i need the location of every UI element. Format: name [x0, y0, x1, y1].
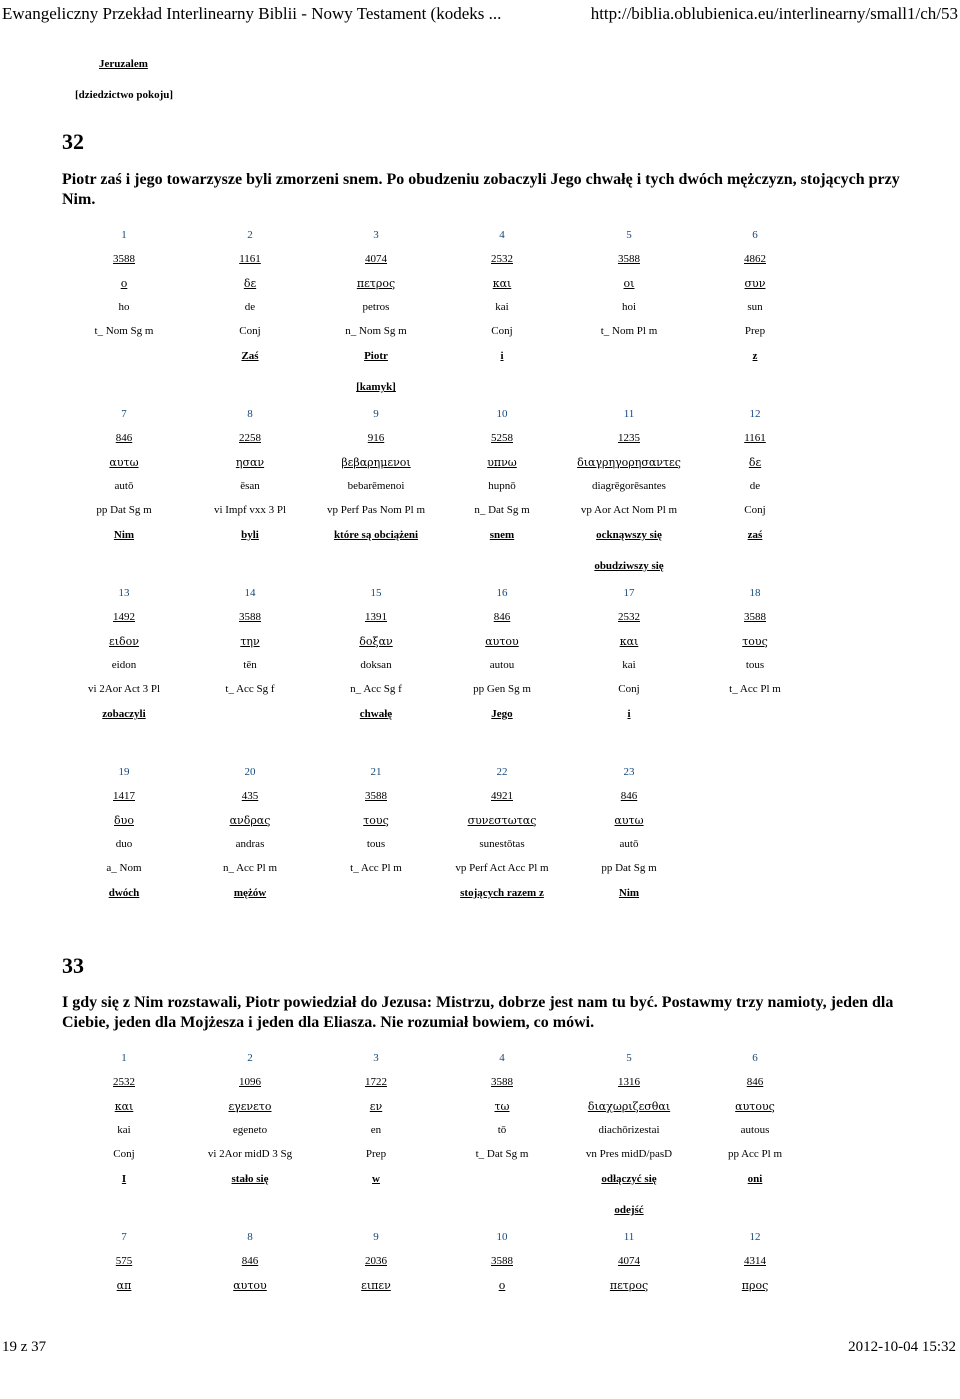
strong-number-link[interactable]: 916 — [367, 432, 385, 444]
translit-row — [0, 1303, 960, 1319]
morphology: Conj — [239, 325, 261, 337]
greek-word-link[interactable]: εν — [369, 1100, 383, 1113]
strong-number-link[interactable]: 2532 — [491, 253, 513, 265]
strong-row — [0, 253, 960, 269]
polish-word-link[interactable]: ocknąwszy się — [596, 529, 662, 541]
transliteration: sun — [747, 301, 763, 313]
word-number: 9 — [373, 1231, 379, 1243]
print-header-title: Ewangeliczny Przekład Interlinearny Biblii - Nowy Testament (kodeks ... — [2, 4, 502, 23]
n-row — [0, 766, 960, 782]
strong-number-link[interactable]: 4862 — [744, 253, 766, 265]
strong-row — [0, 1076, 960, 1092]
greek-word-link[interactable]: την — [240, 635, 260, 648]
morphology: t_ Acc Pl m — [729, 683, 781, 695]
strong-number-link[interactable]: 4314 — [744, 1255, 766, 1267]
word-number: 4 — [499, 229, 505, 241]
transliteration: andras — [235, 838, 265, 850]
transliteration: en — [370, 1124, 382, 1136]
greek-word-link[interactable]: δοξαν — [359, 635, 393, 648]
greek-word-link[interactable]: αυτου — [485, 635, 519, 648]
word-number: 12 — [749, 1231, 761, 1243]
morphology: t_ Acc Pl m — [350, 862, 402, 874]
polish-alt-link[interactable]: [kamyk] — [356, 381, 396, 393]
strong-number-link[interactable]: 3588 — [491, 1255, 513, 1267]
transliteration: tēn — [243, 659, 257, 671]
transliteration: kai — [495, 301, 509, 313]
strong-number-link[interactable]: 2532 — [113, 1076, 135, 1088]
word-number: 11 — [623, 1231, 635, 1243]
morphology: Conj — [618, 683, 640, 695]
transliteration: autō — [114, 480, 134, 492]
alt-row — [0, 739, 960, 755]
greek-word-link[interactable]: και — [114, 1100, 134, 1113]
morphology: vp Perf Pas Nom Pl m — [326, 504, 426, 516]
polish-word-link[interactable]: dwóch — [108, 887, 140, 899]
alt-row — [0, 381, 960, 397]
transliteration: autous — [740, 1124, 770, 1136]
word-number: 10 — [496, 1231, 508, 1243]
word-number: 19 — [118, 766, 130, 778]
transliteration: de — [244, 301, 256, 313]
polish-word-link[interactable]: Jego — [491, 708, 513, 720]
transliteration: tō — [497, 1124, 507, 1136]
strong-number-link[interactable]: 3588 — [618, 253, 640, 265]
pol-row — [0, 708, 960, 724]
greek-word-link[interactable]: δε — [243, 277, 257, 290]
n-row — [0, 1231, 960, 1247]
word-number: 11 — [623, 408, 635, 420]
morphology: n_ Nom Sg m — [345, 325, 407, 337]
strong-number-link[interactable]: 4921 — [491, 790, 513, 802]
polish-word-link[interactable]: oni — [747, 1173, 763, 1185]
greek-word-link[interactable]: ειδον — [109, 635, 139, 648]
morph-row — [0, 1148, 960, 1164]
polish-word-link[interactable]: stało się — [231, 1173, 269, 1185]
word-number: 1 — [121, 1052, 127, 1064]
strong-number-link[interactable]: 4074 — [618, 1255, 640, 1267]
greek-word-link[interactable]: αυτου — [233, 1279, 267, 1292]
transliteration: autō — [619, 838, 639, 850]
word-number: 22 — [496, 766, 508, 778]
word-number: 20 — [244, 766, 256, 778]
word-number: 13 — [118, 587, 130, 599]
verse-number: 32 — [62, 129, 84, 154]
polish-word-link[interactable]: odłączyć się — [601, 1173, 657, 1185]
word-number: 23 — [623, 766, 635, 778]
morphology: n_ Acc Sg f — [350, 683, 402, 695]
pol-row — [0, 350, 960, 366]
n-row — [0, 408, 960, 424]
greek-word-link[interactable]: διαγρηγορησαντες — [577, 456, 681, 469]
transliteration: bebarēmenoi — [347, 480, 405, 492]
alt-row — [0, 560, 960, 576]
polish-alt-link[interactable]: odejść — [614, 1204, 644, 1216]
transliteration: tous — [366, 838, 386, 850]
morphology: vp Aor Act Nom Pl m — [580, 504, 678, 516]
greek-word-link[interactable]: τους — [363, 814, 389, 827]
word-number: 17 — [623, 587, 635, 599]
greek-row — [0, 456, 960, 472]
morphology: Conj — [744, 504, 766, 516]
morphology: pp Acc Pl m — [727, 1148, 783, 1160]
morphology: t_ Acc Sg f — [225, 683, 275, 695]
translit-row — [0, 659, 960, 675]
greek-word-link[interactable]: τω — [494, 1100, 510, 1113]
word-number: 6 — [752, 229, 758, 241]
word-number: 7 — [121, 1231, 127, 1243]
polish-word-link[interactable]: mężów — [233, 887, 267, 899]
greek-word-link[interactable]: τους — [742, 635, 768, 648]
polish-word-link[interactable]: które są obciążeni — [333, 529, 419, 541]
n-row — [0, 229, 960, 245]
translit-row — [0, 480, 960, 496]
strong-number-link[interactable]: 1235 — [618, 432, 640, 444]
alt-row — [0, 1383, 960, 1399]
print-header-url: http://biblia.oblubienica.eu/interlinearny/small1/ch/53 — [590, 4, 958, 23]
word-number: 5 — [626, 229, 632, 241]
morphology: Conj — [113, 1148, 135, 1160]
preceding-word-link[interactable]: Jeruzalem — [99, 58, 148, 70]
greek-row — [0, 814, 960, 830]
polish-word-link[interactable]: Nim — [113, 529, 135, 541]
morphology: a_ Nom — [106, 862, 142, 874]
print-footer-page: 19 z 37 — [2, 1339, 47, 1355]
word-number: 8 — [247, 408, 253, 420]
greek-row — [0, 1100, 960, 1116]
morphology: vp Perf Act Acc Pl m — [455, 862, 549, 874]
strong-number-link[interactable]: 5258 — [491, 432, 513, 444]
morphology: pp Dat Sg m — [601, 862, 657, 874]
strong-number-link[interactable]: 3588 — [113, 253, 135, 265]
strong-number-link[interactable]: 1161 — [239, 253, 261, 265]
transliteration: de — [749, 480, 761, 492]
strong-number-link[interactable]: 846 — [493, 611, 511, 623]
strong-number-link[interactable]: 1722 — [365, 1076, 387, 1088]
polish-word-link[interactable]: zaś — [747, 529, 763, 541]
morphology: pp Dat Sg m — [96, 504, 152, 516]
transliteration: diachōrizestai — [598, 1124, 660, 1136]
word-number: 16 — [496, 587, 508, 599]
strong-row — [0, 432, 960, 448]
strong-number-link[interactable]: 4074 — [365, 253, 387, 265]
strong-number-link[interactable]: 3588 — [744, 611, 766, 623]
morphology: t_ Dat Sg m — [475, 1148, 529, 1160]
strong-number-link[interactable]: 3588 — [491, 1076, 513, 1088]
morphology: Conj — [491, 325, 513, 337]
greek-word-link[interactable]: βεβαρημενοι — [341, 456, 411, 469]
word-number: 3 — [373, 229, 379, 241]
greek-word-link[interactable]: δυο — [114, 814, 134, 827]
polish-word-link[interactable]: Zaś — [241, 350, 259, 362]
greek-word-link[interactable]: αυτω — [614, 814, 644, 827]
transliteration: kai — [622, 659, 636, 671]
verse-number: 33 — [62, 953, 84, 978]
greek-word-link[interactable]: οι — [623, 277, 635, 290]
verse-text: Piotr zaś i jego towarzysze byli zmorzeni snem. Po obudzeniu zobaczyli Jego chwałę i tych dwóch mężczyzn, stojących przy Nim. — [62, 171, 900, 208]
strong-number-link[interactable]: 846 — [746, 1076, 764, 1088]
morph-row — [0, 325, 960, 341]
word-number: 14 — [244, 587, 256, 599]
morphology: n_ Dat Sg m — [474, 504, 530, 516]
strong-number-link[interactable]: 1161 — [744, 432, 766, 444]
greek-word-link[interactable]: ειπεν — [361, 1279, 391, 1292]
greek-word-link[interactable]: πετρος — [609, 1279, 649, 1292]
greek-word-link[interactable]: και — [492, 277, 512, 290]
greek-row — [0, 277, 960, 293]
greek-word-link[interactable]: υπνω — [487, 456, 517, 469]
strong-number-link[interactable]: 1492 — [113, 611, 135, 623]
word-number: 7 — [121, 408, 127, 420]
transliteration: ho — [118, 301, 130, 313]
strong-number-link[interactable]: 2532 — [618, 611, 640, 623]
translit-row — [0, 1124, 960, 1140]
n-row — [0, 587, 960, 603]
morph-row — [0, 1327, 960, 1343]
morph-row — [0, 504, 960, 520]
transliteration: kai — [117, 1124, 131, 1136]
strong-number-link[interactable]: 435 — [241, 790, 259, 802]
greek-word-link[interactable]: προς — [741, 1279, 769, 1292]
strong-number-link[interactable]: 1316 — [618, 1076, 640, 1088]
translit-row — [0, 301, 960, 317]
strong-number-link[interactable]: 1096 — [239, 1076, 261, 1088]
translit-row — [0, 838, 960, 854]
polish-word-link[interactable]: snem — [489, 529, 515, 541]
greek-word-link[interactable]: αυτους — [735, 1100, 775, 1113]
greek-word-link[interactable]: εγενετο — [228, 1100, 272, 1113]
morphology: Prep — [365, 1148, 387, 1160]
transliteration: duo — [115, 838, 133, 850]
morphology: vi 2Aor Act 3 Pl — [87, 683, 161, 695]
morphology: vi 2Aor midD 3 Sg — [207, 1148, 293, 1160]
polish-alt-link[interactable]: obudziwszy się — [594, 560, 664, 572]
greek-word-link[interactable]: αυτω — [109, 456, 139, 469]
strong-number-link[interactable]: 2036 — [365, 1255, 387, 1267]
polish-word-link[interactable]: i — [500, 350, 504, 362]
print-footer-datetime: 2012-10-04 15:32 — [848, 1339, 956, 1355]
alt-row — [0, 1204, 960, 1220]
strong-number-link[interactable]: 3588 — [239, 611, 261, 623]
word-number: 2 — [247, 229, 253, 241]
greek-word-link[interactable]: και — [619, 635, 639, 648]
transliteration: petros — [362, 301, 390, 313]
alt-row — [0, 918, 960, 934]
word-number: 4 — [499, 1052, 505, 1064]
greek-word-link[interactable]: πετρος — [356, 277, 396, 290]
word-number: 3 — [373, 1052, 379, 1064]
strong-row — [0, 1255, 960, 1271]
polish-word-link[interactable]: Nim — [618, 887, 640, 899]
word-number: 12 — [749, 408, 761, 420]
greek-word-link[interactable]: απ — [116, 1279, 132, 1292]
word-number: 21 — [370, 766, 382, 778]
strong-number-link[interactable]: 2258 — [239, 432, 261, 444]
morphology: n_ Acc Pl m — [222, 862, 278, 874]
transliteration: autou — [489, 659, 515, 671]
greek-word-link[interactable]: ανδρας — [229, 814, 271, 827]
morphology: t_ Nom Pl m — [600, 325, 658, 337]
strong-number-link[interactable]: 1417 — [113, 790, 135, 802]
transliteration: diagrēgorēsantes — [592, 480, 666, 492]
transliteration: hupnō — [488, 480, 516, 492]
greek-word-link[interactable]: ησαν — [235, 456, 265, 469]
polish-word-link[interactable]: byli — [241, 529, 259, 541]
morphology: t_ Nom Sg m — [94, 325, 154, 337]
greek-word-link[interactable]: ο — [120, 277, 128, 290]
transliteration: eidon — [111, 659, 137, 671]
strong-number-link[interactable]: 846 — [115, 432, 133, 444]
morphology: pp Gen Sg m — [473, 683, 531, 695]
morphology: vn Pres midD/pasD — [585, 1148, 673, 1160]
greek-row — [0, 635, 960, 651]
strong-number-link[interactable]: 3588 — [365, 790, 387, 802]
preceding-word-alt: [dziedzictwo pokoju] — [75, 89, 174, 101]
strong-number-link[interactable]: 575 — [115, 1255, 133, 1267]
polish-word-link[interactable]: stojących razem z — [460, 887, 544, 899]
word-number: 6 — [752, 1052, 758, 1064]
greek-word-link[interactable]: ο — [498, 1279, 506, 1292]
word-number: 10 — [496, 408, 508, 420]
strong-number-link[interactable]: 1391 — [365, 611, 387, 623]
transliteration: sunestōtas — [479, 838, 525, 850]
word-number: 18 — [749, 587, 761, 599]
strong-number-link[interactable]: 846 — [241, 1255, 259, 1267]
pol-row — [0, 1352, 960, 1368]
transliteration: hoi — [621, 301, 637, 313]
greek-row — [0, 1279, 960, 1295]
verse-text: I gdy się z Nim rozstawali, Piotr powiedział do Jezusa: Mistrzu, dobrze jest nam tu być. Postawmy trzy namioty, jeden dla Ciebie, jeden dla Mojżesza i jeden dla Eliasza. Nie rozumiał bowiem, co mówi. — [62, 994, 894, 1031]
greek-word-link[interactable]: συνεστωτας — [467, 814, 537, 827]
word-number: 5 — [626, 1052, 632, 1064]
morphology: vi Impf vxx 3 Pl — [213, 504, 287, 516]
n-row — [0, 1052, 960, 1068]
transliteration: tous — [745, 659, 765, 671]
word-number: 1 — [121, 229, 127, 241]
greek-word-link[interactable]: διαχωριζεσθαι — [587, 1100, 671, 1113]
strong-row — [0, 611, 960, 627]
transliteration: ēsan — [240, 480, 260, 492]
word-number: 15 — [370, 587, 382, 599]
polish-word-link[interactable]: i — [627, 708, 631, 720]
word-number: 9 — [373, 408, 379, 420]
polish-word-link[interactable]: w — [372, 1173, 380, 1185]
polish-word-link[interactable]: zobaczyli — [102, 708, 146, 720]
word-number: 2 — [247, 1052, 253, 1064]
greek-word-link[interactable]: δε — [748, 456, 762, 469]
pol-row — [0, 1173, 960, 1189]
transliteration: doksan — [360, 659, 392, 671]
pol-row — [0, 887, 960, 903]
strong-number-link[interactable]: 846 — [620, 790, 638, 802]
polish-word-link[interactable]: z — [752, 350, 758, 362]
polish-word-link[interactable]: I — [121, 1173, 127, 1185]
polish-word-link[interactable]: chwałę — [359, 708, 393, 720]
strong-row — [0, 790, 960, 806]
morphology: Prep — [744, 325, 766, 337]
pol-row — [0, 529, 960, 545]
morph-row — [0, 683, 960, 699]
polish-word-link[interactable]: Piotr — [364, 350, 388, 362]
greek-word-link[interactable]: συν — [744, 277, 766, 290]
word-number: 8 — [247, 1231, 253, 1243]
morph-row — [0, 862, 960, 878]
transliteration: egeneto — [232, 1124, 268, 1136]
